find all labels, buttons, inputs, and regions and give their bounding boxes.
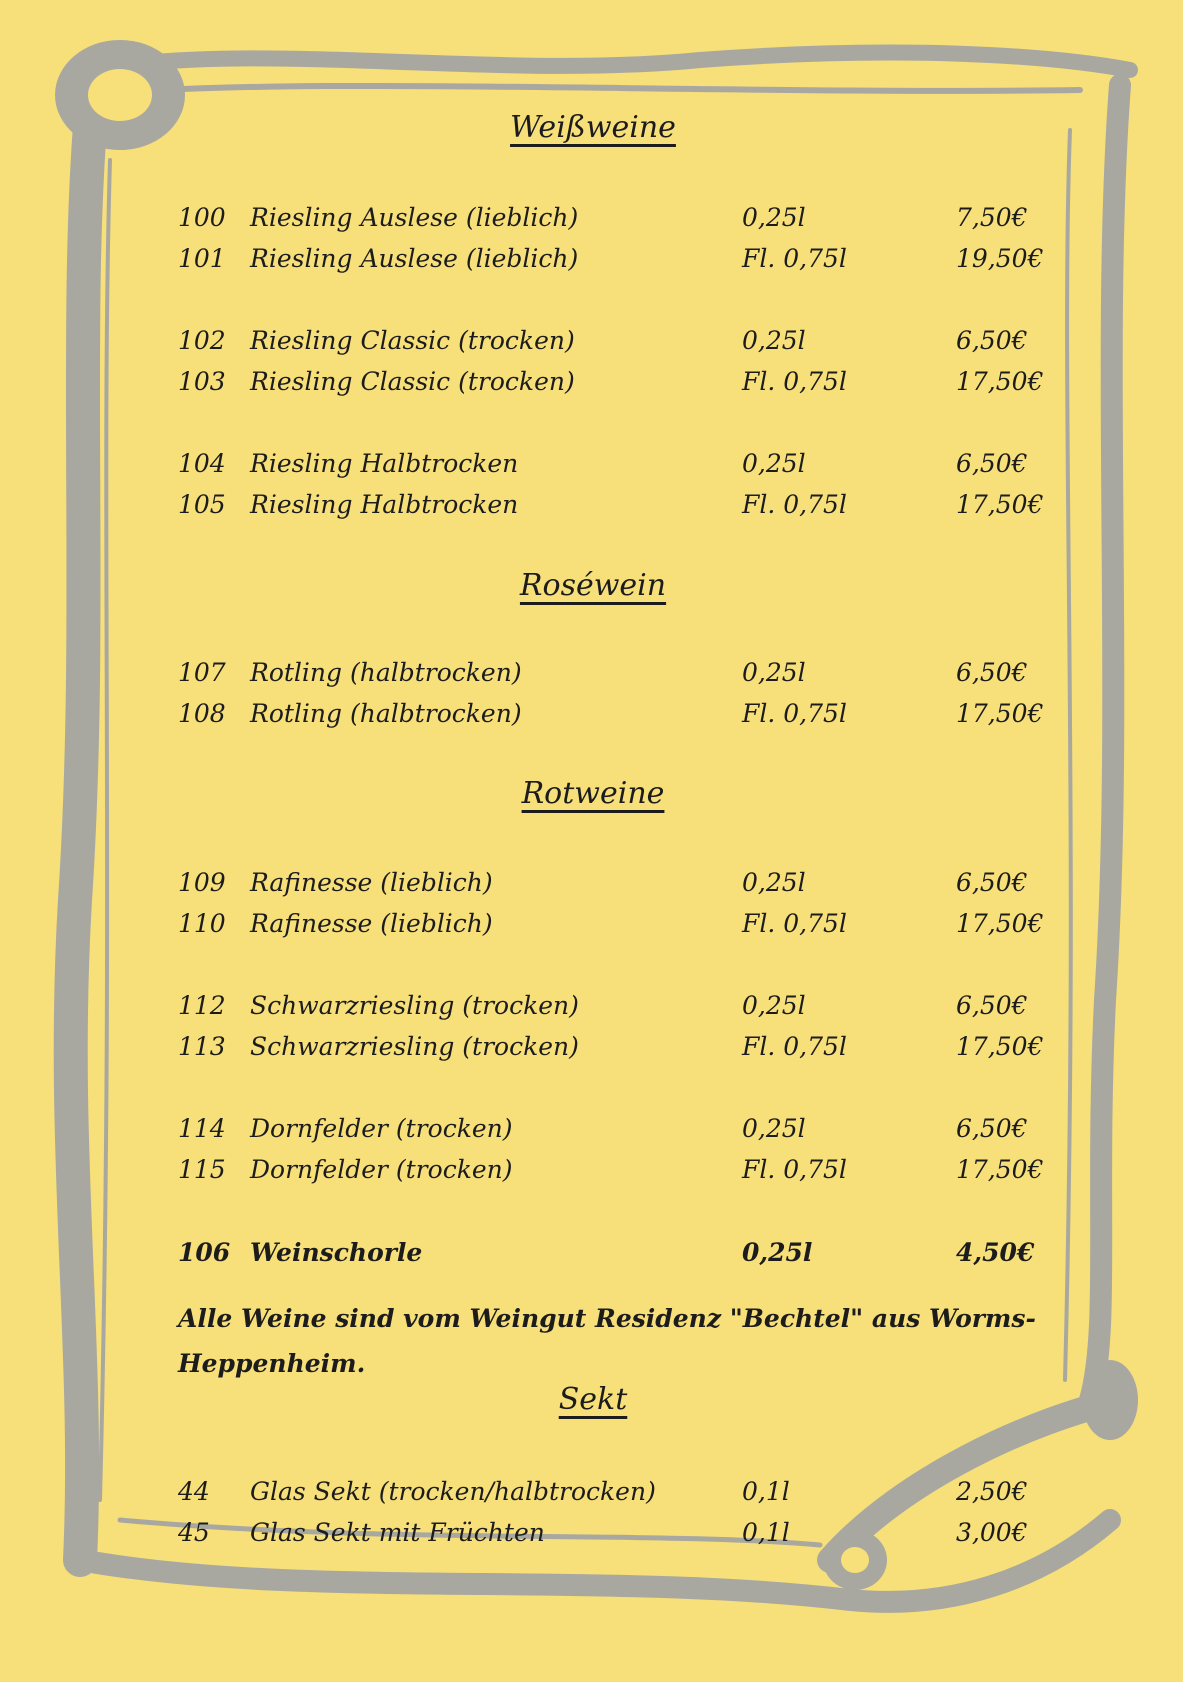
item-name: Riesling Auslese (lieblich) xyxy=(250,244,579,273)
item-quantity: 0,25l xyxy=(742,868,806,897)
item-price: 6,50€ xyxy=(956,449,1028,478)
menu-item xyxy=(178,1029,1078,1065)
item-name: Rotling (halbtrocken) xyxy=(250,699,522,728)
menu-item xyxy=(178,1474,1078,1510)
item-price: 17,50€ xyxy=(956,909,1044,938)
item-quantity: Fl. 0,75l xyxy=(742,367,847,396)
item-name: Glas Sekt mit Früchten xyxy=(250,1518,545,1547)
item-price: 2,50€ xyxy=(956,1477,1028,1506)
menu-item xyxy=(178,241,1078,277)
item-quantity: Fl. 0,75l xyxy=(742,490,847,519)
item-price: 4,50€ xyxy=(956,1238,1035,1267)
item-price: 17,50€ xyxy=(956,367,1044,396)
winery-note-line: Heppenheim. xyxy=(178,1349,366,1378)
item-quantity: 0,25l xyxy=(742,1238,813,1267)
item-name: Riesling Classic (trocken) xyxy=(250,326,575,355)
item-name: Riesling Halbtrocken xyxy=(250,449,519,478)
item-quantity: 0,25l xyxy=(742,1114,806,1143)
menu-item xyxy=(178,1152,1078,1188)
item-price: 3,00€ xyxy=(956,1518,1028,1547)
item-price: 6,50€ xyxy=(956,658,1028,687)
item-number: 114 xyxy=(178,1114,226,1143)
item-quantity: 0,1l xyxy=(742,1518,790,1547)
item-name: Rotling (halbtrocken) xyxy=(250,658,522,687)
item-price: 17,50€ xyxy=(956,1155,1044,1184)
item-name: Dornfelder (trocken) xyxy=(250,1114,513,1143)
item-number: 105 xyxy=(178,490,226,519)
menu-item xyxy=(178,323,1078,359)
menu-item xyxy=(178,446,1078,482)
item-price: 17,50€ xyxy=(956,490,1044,519)
item-name: Rafinesse (lieblich) xyxy=(250,909,493,938)
menu-item xyxy=(178,364,1078,400)
menu-item xyxy=(178,906,1078,942)
item-number: 108 xyxy=(178,699,226,728)
item-quantity: Fl. 0,75l xyxy=(742,909,847,938)
item-price: 17,50€ xyxy=(956,699,1044,728)
item-number: 45 xyxy=(178,1518,210,1547)
item-number: 107 xyxy=(178,658,226,687)
item-number: 103 xyxy=(178,367,226,396)
item-name: Rafinesse (lieblich) xyxy=(250,868,493,897)
section-title-sekt: Sekt xyxy=(558,1382,628,1417)
item-number: 110 xyxy=(178,909,226,938)
item-name: Riesling Classic (trocken) xyxy=(250,367,575,396)
section-title-rosewein: Roséwein xyxy=(519,568,667,603)
item-quantity: 0,1l xyxy=(742,1477,790,1506)
item-price: 6,50€ xyxy=(956,326,1028,355)
item-number: 113 xyxy=(178,1032,226,1061)
item-quantity: Fl. 0,75l xyxy=(742,1155,847,1184)
menu-item xyxy=(178,200,1078,236)
item-quantity: 0,25l xyxy=(742,658,806,687)
item-price: 6,50€ xyxy=(956,868,1028,897)
item-number: 112 xyxy=(178,991,226,1020)
item-quantity: 0,25l xyxy=(742,326,806,355)
item-number: 115 xyxy=(178,1155,226,1184)
item-number: 104 xyxy=(178,449,226,478)
item-number: 106 xyxy=(178,1238,231,1267)
item-price: 6,50€ xyxy=(956,1114,1028,1143)
menu-item xyxy=(178,655,1078,691)
item-name: Glas Sekt (trocken/halbtrocken) xyxy=(250,1477,656,1506)
item-quantity: 0,25l xyxy=(742,203,806,232)
item-price: 19,50€ xyxy=(956,244,1044,273)
item-number: 102 xyxy=(178,326,226,355)
menu-item xyxy=(178,1515,1078,1551)
item-name: Schwarzriesling (trocken) xyxy=(250,991,579,1020)
menu-item xyxy=(178,696,1078,732)
item-name: Riesling Halbtrocken xyxy=(250,490,519,519)
menu-item xyxy=(178,487,1078,523)
item-name: Schwarzriesling (trocken) xyxy=(250,1032,579,1061)
winery-note xyxy=(178,1296,1078,1386)
winery-note-line: Alle Weine sind vom Weingut Residenz "Bechtel" aus Worms- xyxy=(178,1304,1036,1333)
section-title-weissweine: Weißweine xyxy=(510,110,676,145)
item-price: 17,50€ xyxy=(956,1032,1044,1061)
section-title-rotweine: Rotweine xyxy=(521,776,665,811)
menu-item xyxy=(178,1111,1078,1147)
item-name: Dornfelder (trocken) xyxy=(250,1155,513,1184)
item-number: 101 xyxy=(178,244,226,273)
menu-item xyxy=(178,865,1078,901)
menu-item-weinschorle xyxy=(178,1235,1078,1271)
item-quantity: Fl. 0,75l xyxy=(742,1032,847,1061)
item-name: Riesling Auslese (lieblich) xyxy=(250,203,579,232)
item-number: 109 xyxy=(178,868,226,897)
item-quantity: 0,25l xyxy=(742,449,806,478)
item-price: 7,50€ xyxy=(956,203,1028,232)
item-number: 44 xyxy=(178,1477,210,1506)
item-price: 6,50€ xyxy=(956,991,1028,1020)
item-quantity: Fl. 0,75l xyxy=(742,699,847,728)
menu-item xyxy=(178,988,1078,1024)
item-quantity: 0,25l xyxy=(742,991,806,1020)
item-quantity: Fl. 0,75l xyxy=(742,244,847,273)
item-number: 100 xyxy=(178,203,226,232)
item-name: Weinschorle xyxy=(250,1238,423,1267)
